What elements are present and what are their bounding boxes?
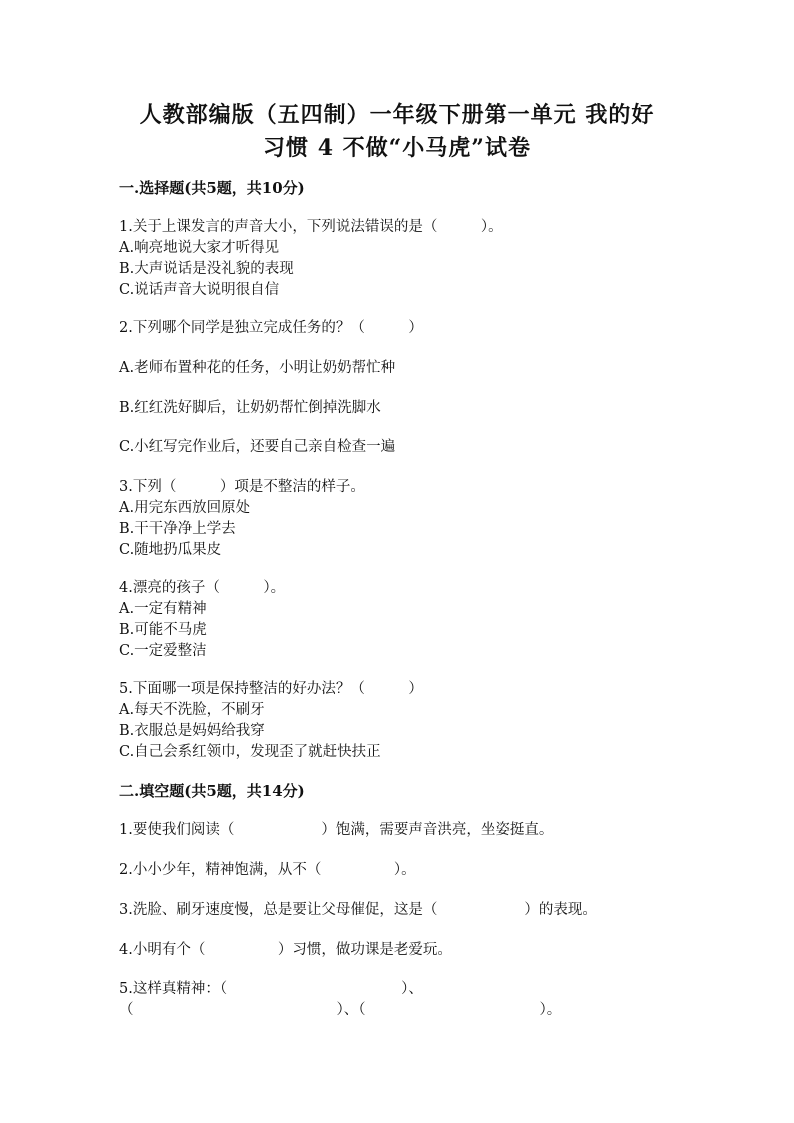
question-3-option-c: C.随地扔瓜果皮 <box>119 542 222 558</box>
section-heading-choice: 一.选择题(共5题，共10分) <box>119 179 305 197</box>
question-2-option-a: A.老师布置种花的任务，小明让奶奶帮忙种 <box>119 360 396 376</box>
fill-question-5-line2: （ ）、（ ）。 <box>119 1002 562 1018</box>
question-4-option-b: B.可能不马虎 <box>119 622 207 638</box>
section-heading-fill: 二.填空题(共5题，共14分) <box>119 782 305 800</box>
fill-question-4: 4.小明有个（ ）习惯，做功课是老爱玩。 <box>119 942 452 958</box>
question-5-option-a: A.每天不洗脸，不刷牙 <box>119 702 265 718</box>
question-3-option-b: B.干干净净上学去 <box>119 521 236 537</box>
question-2-option-c: C.小红写完作业后，还要自己亲自检查一遍 <box>119 439 396 455</box>
question-4-stem: 4.漂亮的孩子（ ）。 <box>119 580 286 596</box>
question-1-option-a: A.响亮地说大家才听得见 <box>119 240 280 256</box>
question-2-option-b: B.红红洗好脚后，让奶奶帮忙倒掉洗脚水 <box>119 400 381 416</box>
question-4-option-a: A.一定有精神 <box>119 601 207 617</box>
question-2-stem: 2.下列哪个同学是独立完成任务的？（ ） <box>119 320 423 336</box>
question-5-stem: 5.下面哪一项是保持整洁的好办法？（ ） <box>119 681 423 697</box>
fill-question-2: 2.小小少年，精神饱满，从不（ ）。 <box>119 862 416 878</box>
question-1-option-b: B.大声说话是没礼貌的表现 <box>119 261 294 277</box>
question-1-option-c: C.说话声音大说明很自信 <box>119 282 280 298</box>
fill-question-3: 3.洗脸、刷牙速度慢，总是要让父母催促，这是（ ）的表现。 <box>119 902 597 918</box>
question-5-option-c: C.自己会系红领巾，发现歪了就赶快扶正 <box>119 744 381 760</box>
fill-question-5-line1: 5.这样真精神：（ ）、 <box>119 981 423 997</box>
question-5-option-b: B.衣服总是妈妈给我穿 <box>119 723 265 739</box>
fill-question-1: 1.要使我们阅读（ ）饱满，需要声音洪亮，坐姿挺直。 <box>119 822 554 838</box>
question-1-stem: 1.关于上课发言的声音大小，下列说法错误的是（ ）。 <box>119 219 503 235</box>
question-4-option-c: C.一定爱整洁 <box>119 643 207 659</box>
question-3-stem: 3.下列（ ）项是不整洁的样子。 <box>119 479 365 495</box>
document-title-line1: 人教部编版（五四制）一年级下册第一单元 我的好 <box>139 102 655 128</box>
document-title-line2: 习惯 4 不做“小马虎”试卷 <box>263 135 531 161</box>
question-3-option-a: A.用完东西放回原处 <box>119 500 251 516</box>
